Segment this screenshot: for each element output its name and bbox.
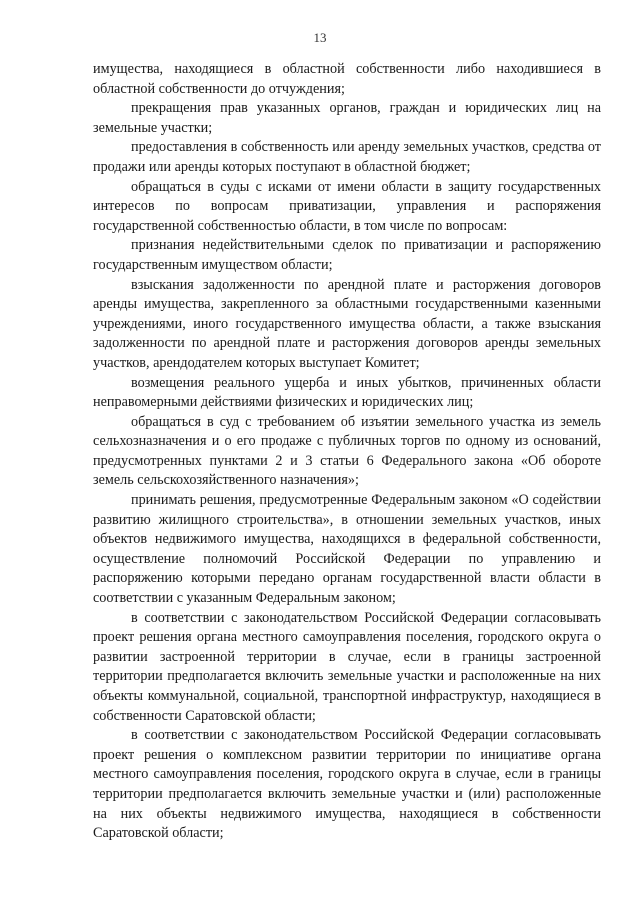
paragraph-4: обращаться в суды с исками от имени области в защиту государственных интересов по вопросам приватизации, управления и распоряжения государственной собственностью области, в том числе по вопросам:	[93, 178, 601, 234]
paragraph-3: предоставления в собственность или аренду земельных участков, средства от продажи или аренды которых поступают в областной бюджет;	[93, 139, 601, 175]
paragraph-6: взыскания задолженности по арендной плате и расторжения договоров аренды имущества, закрепленного за областными государственными казенными учреждениями, иного государственного имущества области, а также взыскания задолженности по арендной плате и расторжения договоров аренды земельных участков, арендодателем которых выступает Комитет;	[93, 276, 601, 371]
paragraph-10: в соответствии с законодательством Российской Федерации согласовывать проект решения органа местного самоуправления поселения, городского округа о развитии застроенной территории в случае, если в границы застроенной территории предполагается включить земельные участки и расположенные на них объекты коммунальной, социальной, транспортной инфраструктур, находящиеся в собственности Саратовской области;	[93, 609, 601, 724]
paragraph-2: прекращения прав указанных органов, граждан и юридических лиц на земельные участки;	[93, 100, 601, 136]
paragraph-1: имущества, находящиеся в областной собственности либо находившиеся в областной собственности до отчуждения;	[93, 61, 601, 97]
page-number: 13	[313, 30, 327, 45]
paragraph-8: обращаться в суд с требованием об изъятии земельного участка из земель сельхозназначения и о его продаже с публичных торгов по одному из оснований, предусмотренных пунктами 2 и 3 статьи 6 Федерального закона «Об обороте земель сельскохозяйственного назначения»;	[93, 413, 601, 489]
document-body	[93, 60, 601, 844]
paragraph-11: в соответствии с законодательством Российской Федерации согласовывать проект решения о комплексном развитии территории по инициативе органа местного самоуправления поселения, городского округа в случае, если в границы территории предполагается включить земельные участки и (или) расположенные на них объекты недвижимого имущества, находящиеся в собственности Саратовской области;	[93, 727, 601, 842]
paragraph-5: признания недействительными сделок по приватизации и распоряжению государственным имуществом области;	[93, 237, 601, 273]
paragraph-7: возмещения реального ущерба и иных убытков, причиненных области неправомерными действиями физических и юридических лиц;	[93, 374, 601, 411]
paragraph-9: принимать решения, предусмотренные Федеральным законом «О содействии развитию жилищного строительства», в отношении земельных участков, иных объектов недвижимого имущества, находящихся в федеральной собственности, осуществление полномочий Российской Федерации по управлению и распоряжению которыми передано органам государственной власти области в соответствии с указанным Федеральным законом;	[93, 492, 601, 607]
